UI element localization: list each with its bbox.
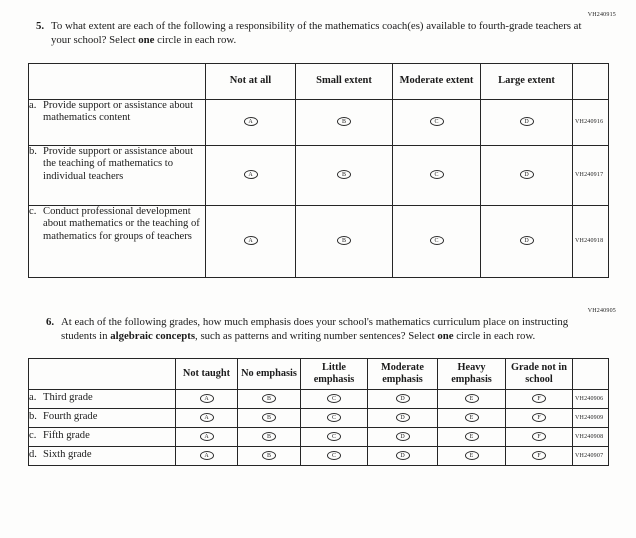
row-letter: b. (29, 145, 37, 157)
answer-circle[interactable]: B (337, 170, 351, 179)
row-label: Sixth grade (43, 449, 92, 461)
row-label: Fifth grade (43, 430, 90, 442)
answer-circle[interactable]: A (200, 413, 214, 422)
answer-circle[interactable]: A (200, 432, 214, 441)
answer-circle[interactable]: D (396, 451, 410, 460)
empty-header-cell (29, 63, 206, 99)
answer-circle[interactable]: B (262, 394, 276, 403)
row-letter: b. (29, 411, 37, 423)
answer-circle[interactable]: D (520, 236, 534, 245)
table-row (29, 99, 609, 145)
row-letter: c. (29, 430, 37, 442)
answer-circle[interactable]: A (244, 117, 258, 126)
row-code: VH240917 (573, 145, 609, 205)
column-header: Little emphasis (301, 359, 368, 390)
table-row (29, 205, 609, 277)
row-label: Provide support or assistance about mathematics content (43, 99, 194, 124)
question6-text (46, 315, 592, 344)
question5-table (28, 63, 609, 278)
column-header: Not taught (176, 359, 238, 390)
row-label: Conduct professional development about mathematics or the teaching of mathematics for groups of teachers (43, 205, 200, 243)
row-code: VH240916 (573, 99, 609, 145)
empty-header-cell (573, 63, 609, 99)
answer-circle[interactable]: D (396, 432, 410, 441)
row-letter: a. (29, 99, 37, 111)
answer-circle[interactable]: B (262, 451, 276, 460)
answer-circle[interactable]: E (465, 432, 479, 441)
answer-circle[interactable]: F (532, 413, 546, 422)
row-label-cell (29, 389, 176, 408)
row-label-cell (29, 145, 206, 205)
question5-code: VH240915 (587, 12, 616, 18)
question6-table (28, 358, 609, 466)
answer-circle[interactable]: F (532, 451, 546, 460)
row-code: VH240907 (573, 446, 609, 465)
answer-circle[interactable]: A (244, 236, 258, 245)
answer-circle[interactable]: E (465, 413, 479, 422)
answer-circle[interactable]: C (327, 413, 341, 422)
column-header: Large extent (481, 63, 573, 99)
row-label: Provide support or assistance about the teaching of mathematics to individual teachers (43, 145, 194, 183)
row-letter: a. (29, 392, 37, 404)
answer-circle[interactable]: D (520, 117, 534, 126)
row-label: Third grade (43, 392, 93, 404)
answer-circle[interactable]: A (200, 451, 214, 460)
row-label-cell (29, 99, 206, 145)
column-header: Moderate emphasis (368, 359, 438, 390)
row-code: VH240908 (573, 427, 609, 446)
row-label-cell (29, 205, 206, 277)
answer-circle[interactable]: A (244, 170, 258, 179)
question6-body: At each of the following grades, how much emphasis does your school's mathematics curriculum place on instructing students in algebraic concepts, such as patterns and writing number sentences? Select one circle in each row. (61, 315, 569, 342)
question6-code: VH240905 (587, 307, 616, 314)
answer-circle[interactable]: E (465, 451, 479, 460)
column-header: Not at all (206, 63, 296, 99)
row-label-cell (29, 408, 176, 427)
answer-circle[interactable]: E (465, 394, 479, 403)
column-header: Moderate extent (393, 63, 481, 99)
column-header: Grade not in school (506, 359, 573, 390)
column-header: No emphasis (238, 359, 301, 390)
column-header: Heavy emphasis (438, 359, 506, 390)
answer-circle[interactable]: D (396, 413, 410, 422)
answer-circle[interactable]: F (532, 394, 546, 403)
row-code: VH240906 (573, 389, 609, 408)
question5-text (36, 19, 602, 48)
row-code: VH240918 (573, 205, 609, 277)
empty-header-cell (573, 359, 609, 390)
answer-circle[interactable]: B (337, 117, 351, 126)
row-label: Fourth grade (43, 411, 98, 423)
answer-circle[interactable]: D (520, 170, 534, 179)
answer-circle[interactable]: C (430, 170, 444, 179)
empty-header-cell (29, 359, 176, 390)
table-header-row (29, 63, 609, 99)
answer-circle[interactable]: C (430, 117, 444, 126)
answer-circle[interactable]: D (396, 394, 410, 403)
table-row (29, 389, 609, 408)
answer-circle[interactable]: C (430, 236, 444, 245)
row-letter: d. (29, 449, 37, 461)
column-header: Small extent (296, 63, 393, 99)
row-label-cell (29, 427, 176, 446)
answer-circle[interactable]: C (327, 451, 341, 460)
answer-circle[interactable]: C (327, 432, 341, 441)
answer-circle[interactable]: B (337, 236, 351, 245)
table-row (29, 145, 609, 205)
answer-circle[interactable]: B (262, 413, 276, 422)
table-header-row (29, 359, 609, 390)
row-label-cell (29, 446, 176, 465)
table-row (29, 408, 609, 427)
table-row (29, 446, 609, 465)
row-letter: c. (29, 205, 37, 217)
answer-circle[interactable]: C (327, 394, 341, 403)
answer-circle[interactable]: B (262, 432, 276, 441)
question6-number: 6. (46, 315, 55, 328)
question5-body: To what extent are each of the following a responsibility of the mathematics coach(es) available to fourth-grade teachers at your school? Select one circle in each row. (51, 20, 582, 47)
table-row (29, 427, 609, 446)
answer-circle[interactable]: A (200, 394, 214, 403)
question5-number: 5. (36, 20, 45, 32)
row-code: VH240909 (573, 408, 609, 427)
answer-circle[interactable]: F (532, 432, 546, 441)
